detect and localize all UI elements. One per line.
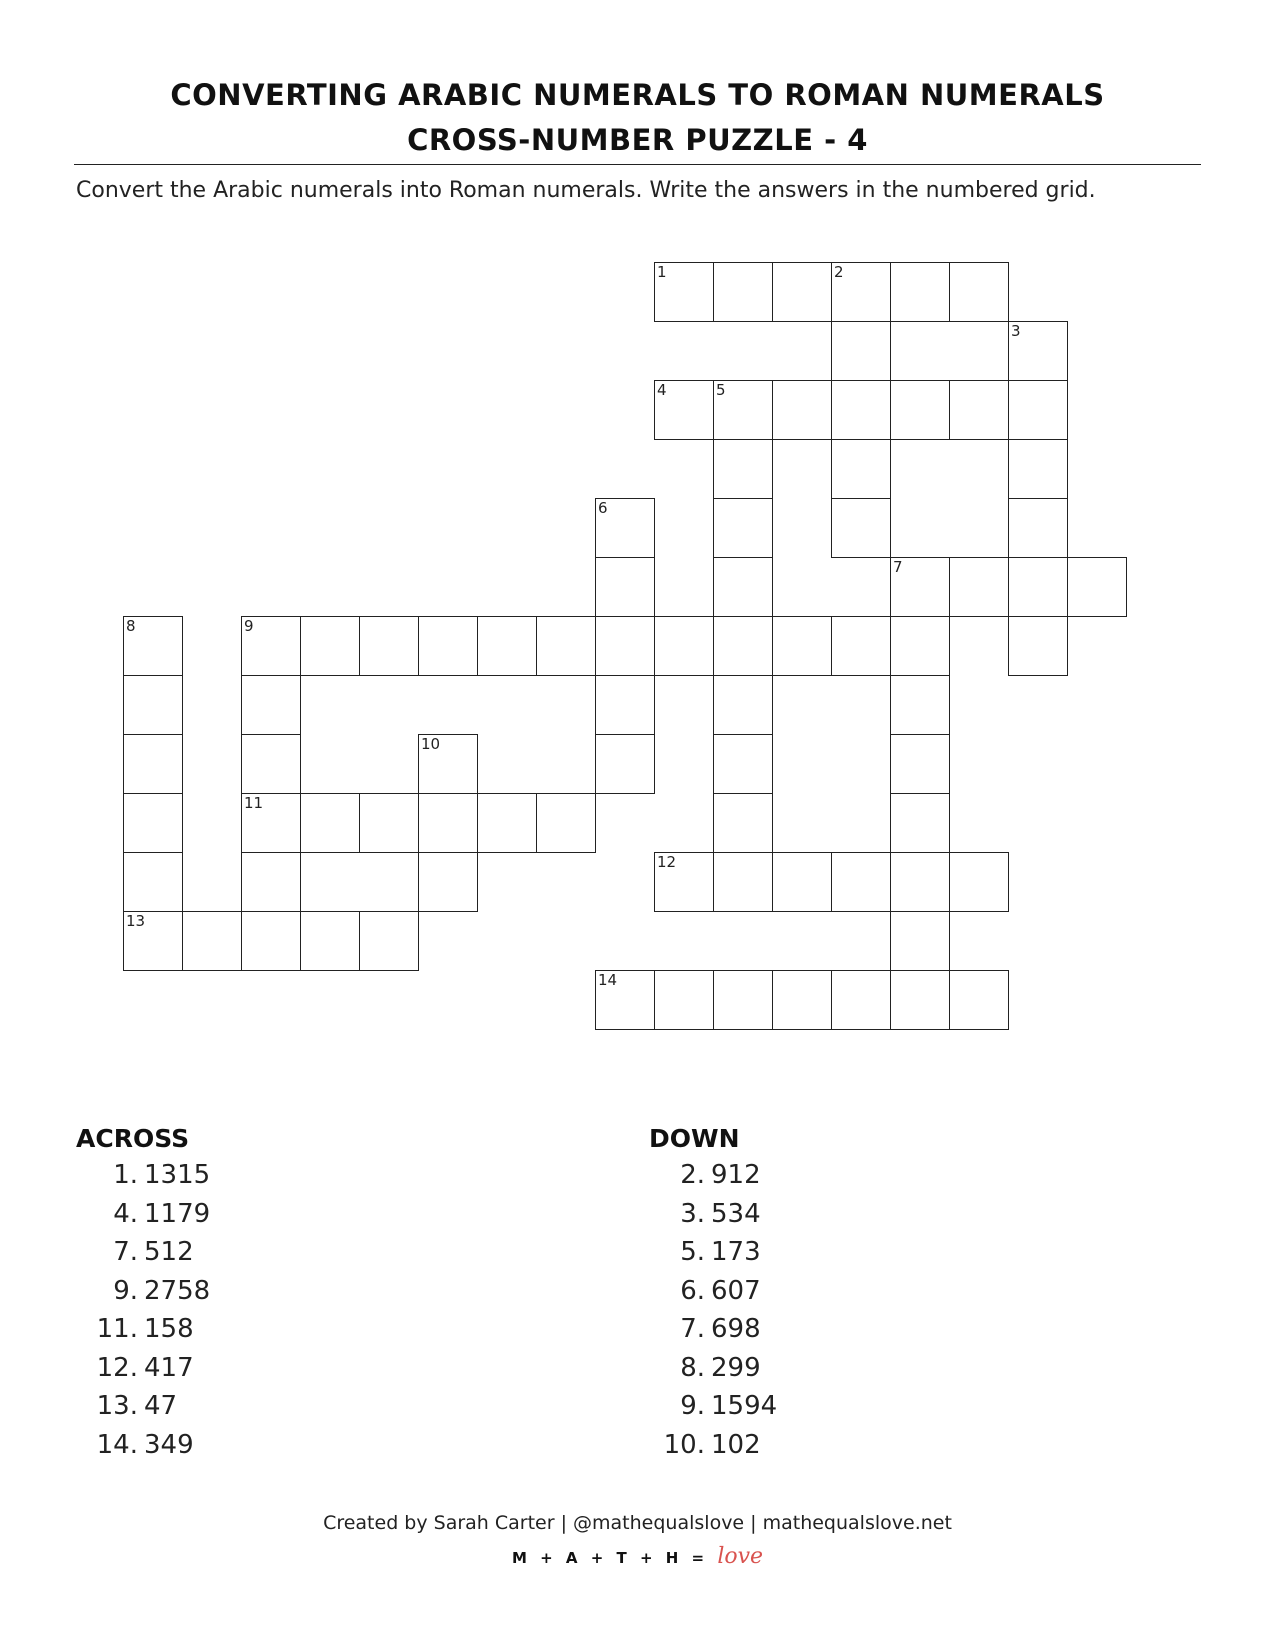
grid-cell[interactable] <box>123 616 183 676</box>
grid-cell[interactable] <box>890 616 950 676</box>
clue-number: 9. <box>113 1275 138 1306</box>
grid-cell[interactable] <box>418 852 478 912</box>
grid-cell[interactable] <box>241 734 301 794</box>
grid-cell[interactable] <box>1008 557 1068 617</box>
grid-cell[interactable] <box>890 380 950 440</box>
grid-cell[interactable] <box>831 380 891 440</box>
cell-number: 13 <box>126 912 146 930</box>
grid-cell[interactable] <box>713 380 773 440</box>
grid-cell[interactable] <box>595 734 655 794</box>
clue-number: 1. <box>113 1160 138 1190</box>
grid-cell[interactable] <box>890 911 950 971</box>
cell-number: 4 <box>657 381 667 399</box>
grid-cell[interactable] <box>890 852 950 912</box>
grid-cell[interactable] <box>890 557 950 617</box>
grid-cell[interactable] <box>890 262 950 322</box>
grid-cell[interactable] <box>595 970 655 1030</box>
grid-cell[interactable] <box>1008 498 1068 558</box>
grid-cell[interactable] <box>772 616 832 676</box>
clue-value: 1179 <box>144 1198 211 1229</box>
clue-number: 6. <box>680 1275 705 1306</box>
grid-cell[interactable] <box>595 616 655 676</box>
grid-cell[interactable] <box>831 852 891 912</box>
cell-number: 6 <box>598 499 608 517</box>
grid-cell[interactable] <box>713 616 773 676</box>
grid-cell[interactable] <box>536 793 596 853</box>
instructions: Convert the Arabic numerals into Roman numerals. Write the answers in the numbered grid. <box>76 178 1096 203</box>
logo-love-script: love <box>717 1544 764 1569</box>
clue-value: 698 <box>711 1314 761 1344</box>
clue-number: 12. <box>96 1352 138 1383</box>
cell-number: 11 <box>244 794 264 812</box>
clue-value: 912 <box>711 1160 761 1190</box>
grid-cell[interactable] <box>890 675 950 735</box>
grid-cell[interactable] <box>182 911 242 971</box>
grid-cell[interactable] <box>300 616 360 676</box>
grid-cell[interactable] <box>1008 616 1068 676</box>
clue-number: 3. <box>680 1198 705 1229</box>
grid-cell[interactable] <box>654 970 714 1030</box>
clue-value: 2758 <box>144 1275 211 1306</box>
grid-cell[interactable] <box>713 793 773 853</box>
clue-value: 299 <box>711 1352 761 1383</box>
clue-number: 14. <box>96 1429 138 1460</box>
grid-cell[interactable] <box>772 970 832 1030</box>
clue-number: 5. <box>680 1237 705 1267</box>
grid-cell[interactable] <box>654 262 714 322</box>
cell-number: 9 <box>244 617 254 635</box>
cell-number: 8 <box>126 617 136 635</box>
clue-value: 417 <box>144 1352 194 1383</box>
cell-number: 3 <box>1011 322 1021 340</box>
grid-cell[interactable] <box>713 498 773 558</box>
grid-cell[interactable] <box>713 675 773 735</box>
grid-cell[interactable] <box>241 675 301 735</box>
clue-number: 13. <box>96 1391 138 1421</box>
grid-cell[interactable] <box>890 970 950 1030</box>
grid-cell[interactable] <box>418 616 478 676</box>
clue-value: 1594 <box>711 1391 778 1421</box>
grid-cell[interactable] <box>418 793 478 853</box>
grid-cell[interactable] <box>831 498 891 558</box>
grid-cell[interactable] <box>831 439 891 499</box>
clue-value: 173 <box>711 1237 761 1267</box>
grid-cell[interactable] <box>477 616 537 676</box>
grid-cell[interactable] <box>713 557 773 617</box>
grid-cell[interactable] <box>1008 439 1068 499</box>
grid-cell[interactable] <box>713 970 773 1030</box>
grid-cell[interactable] <box>123 852 183 912</box>
logo-text: M + A + T + H = <box>511 1549 709 1567</box>
clue-number: 11. <box>96 1314 138 1344</box>
grid-cell[interactable] <box>654 616 714 676</box>
cell-number: 14 <box>598 971 618 989</box>
grid-cell[interactable] <box>713 852 773 912</box>
clue-number: 9. <box>680 1391 705 1421</box>
clue-number: 2. <box>680 1160 705 1190</box>
grid-cell[interactable] <box>359 793 419 853</box>
grid-cell[interactable] <box>654 852 714 912</box>
clue-value: 158 <box>144 1314 194 1344</box>
grid-cell[interactable] <box>1067 557 1127 617</box>
cell-number: 2 <box>834 263 844 281</box>
title-divider <box>74 164 1201 165</box>
grid-cell[interactable] <box>831 321 891 381</box>
grid-cell[interactable] <box>123 911 183 971</box>
cell-number: 10 <box>421 735 441 753</box>
grid-cell[interactable] <box>949 262 1009 322</box>
clue-value: 607 <box>711 1275 761 1306</box>
grid-cell[interactable] <box>241 911 301 971</box>
title-line-2: CROSS-NUMBER PUZZLE - 4 <box>407 123 868 157</box>
grid-cell[interactable] <box>300 911 360 971</box>
grid-cell[interactable] <box>831 616 891 676</box>
clue-number: 7. <box>680 1314 705 1344</box>
grid-cell[interactable] <box>949 970 1009 1030</box>
grid-cell[interactable] <box>713 262 773 322</box>
grid-cell[interactable] <box>772 852 832 912</box>
grid-cell[interactable] <box>359 616 419 676</box>
grid-cell[interactable] <box>949 852 1009 912</box>
grid-cell[interactable] <box>713 734 773 794</box>
grid-cell[interactable] <box>241 852 301 912</box>
grid-cell[interactable] <box>123 793 183 853</box>
clue-number: 7. <box>113 1237 138 1267</box>
clue-value: 512 <box>144 1237 194 1267</box>
grid-cell[interactable] <box>1008 380 1068 440</box>
grid-cell[interactable] <box>123 675 183 735</box>
grid-cell[interactable] <box>241 616 301 676</box>
grid-cell[interactable] <box>949 380 1009 440</box>
clue-value: 47 <box>144 1391 178 1421</box>
grid-cell[interactable] <box>359 911 419 971</box>
grid-cell[interactable] <box>595 498 655 558</box>
grid-cell[interactable] <box>1008 321 1068 381</box>
cell-number: 7 <box>893 558 903 576</box>
grid-cell[interactable] <box>241 793 301 853</box>
clue-value: 102 <box>711 1429 761 1460</box>
grid-cell[interactable] <box>595 557 655 617</box>
grid-cell[interactable] <box>831 262 891 322</box>
grid-cell[interactable] <box>654 380 714 440</box>
grid-cell[interactable] <box>418 734 478 794</box>
grid-cell[interactable] <box>772 262 832 322</box>
clue-number: 8. <box>680 1352 705 1383</box>
cell-number: 5 <box>716 381 726 399</box>
grid-cell[interactable] <box>123 734 183 794</box>
clue-value: 534 <box>711 1198 761 1229</box>
grid-cell[interactable] <box>536 616 596 676</box>
across-heading: ACROSS <box>76 1124 190 1153</box>
title-line-1: CONVERTING ARABIC NUMERALS TO ROMAN NUMERALS <box>170 78 1105 112</box>
clue-value: 349 <box>144 1429 194 1460</box>
grid-cell[interactable] <box>949 557 1009 617</box>
grid-cell[interactable] <box>595 675 655 735</box>
footer-credit: Created by Sarah Carter | @mathequalslove | mathequalslove.net <box>323 1512 952 1534</box>
grid-cell[interactable] <box>713 439 773 499</box>
grid-cell[interactable] <box>890 734 950 794</box>
down-heading: DOWN <box>649 1124 740 1153</box>
grid-cell[interactable] <box>300 793 360 853</box>
clue-number: 10. <box>663 1429 705 1460</box>
clue-value: 1315 <box>144 1160 211 1190</box>
grid-cell[interactable] <box>890 793 950 853</box>
grid-cell[interactable] <box>831 970 891 1030</box>
cell-number: 1 <box>657 263 667 281</box>
grid-cell[interactable] <box>477 793 537 853</box>
cell-number: 12 <box>657 853 677 871</box>
clue-number: 4. <box>113 1198 138 1229</box>
brand-logo <box>0 1544 1275 1569</box>
grid-cell[interactable] <box>772 380 832 440</box>
